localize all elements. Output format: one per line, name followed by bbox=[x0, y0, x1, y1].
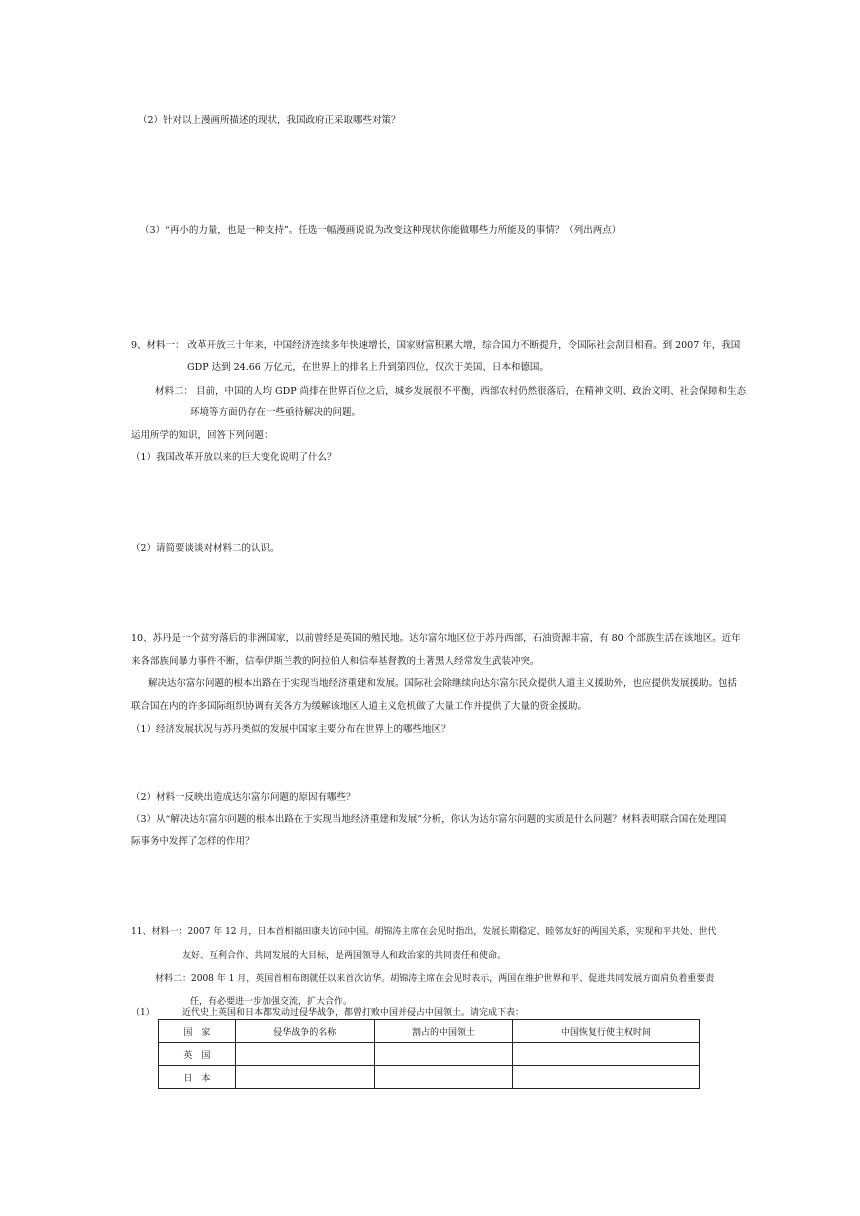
q8-part3: （3）“再小的力量，也是一种支持”。任选一幅漫画说说为改变这种现状你能做哪些力所能及的事情？（列出两点） bbox=[140, 225, 622, 236]
q11-material1-line2: 友好、互利合作、共同发展的大目标，是两国领导人和政治家的共同责任和使命。 bbox=[182, 951, 507, 961]
table-row bbox=[159, 1043, 700, 1066]
header-war-name: 侵华战争的名称 bbox=[235, 1020, 374, 1043]
q11-material2-line2: 任，有必要进一步加强交流，扩大合作。 bbox=[190, 997, 353, 1007]
q9-intro: 运用所学的知识，回答下列问题： bbox=[131, 430, 274, 441]
table-row bbox=[159, 1066, 700, 1089]
q11-material2-line1: 材料二：2008 年 1 月，英国首相布朗就任以来首次访华。胡锦涛主席在会见时表示，两国在维护世界和平、促进共同发展方面肩负着重要责 bbox=[155, 974, 715, 984]
answer-cell[interactable] bbox=[374, 1043, 512, 1066]
answer-cell[interactable] bbox=[235, 1043, 374, 1066]
q10-line4: 联合国在内的许多国际组织协调有关各方为缓解该地区人道主义危机做了大量工作并提供了大量的资金援助。 bbox=[131, 701, 588, 712]
header-ceded-territory: 割占的中国领土 bbox=[374, 1020, 512, 1043]
q9-material1-line1: 9、材料一： 改革开放三十年来，中国经济连续多年快速增长，国家财富积累大增，综合国力不断提升，令国际社会刮目相看。到 2007 年，我国 bbox=[131, 340, 741, 351]
header-sovereignty-resumed: 中国恢复行使主权时间 bbox=[513, 1020, 700, 1043]
q10-line1: 10、苏丹是一个贫穷落后的非洲国家，以前曾经是英国的殖民地。达尔富尔地区位于苏丹西部，石油资源丰富，有 80 个部族生活在该地区。近年 bbox=[131, 633, 741, 644]
q9-material2-line2: 环境等方面仍存在一些亟待解决的问题。 bbox=[190, 407, 362, 418]
row-country-japan: 日 本 bbox=[159, 1066, 236, 1089]
table-header-row bbox=[159, 1020, 700, 1043]
answer-cell[interactable] bbox=[374, 1066, 512, 1089]
q10-part3-line2: 际事务中发挥了怎样的作用？ bbox=[131, 836, 255, 847]
q9-material2-line1: 材料二： 目前，中国的人均 GDP 尚排在世界百位之后，城乡发展很不平衡，西部农村仍然很落后，在精神文明、政治文明、社会保障和生态 bbox=[155, 386, 747, 397]
answer-cell[interactable] bbox=[513, 1066, 700, 1089]
q9-material1-line2: GDP 达到 24.66 万亿元，在世界上的排名上升到第四位，仅次于美国、日本和德国。 bbox=[187, 362, 549, 373]
q11-part1-number: （1） bbox=[131, 1008, 155, 1018]
q8-part2: （2）针对以上漫画所描述的现状，我国政府正采取哪些对策？ bbox=[138, 115, 401, 126]
q10-part3-line1: （3）从“解决达尔富尔问题的根本出路在于实现当地经济重建和发展”分析，你认为达尔富尔问题的实质是什么问题？材料表明联合国在处理国 bbox=[131, 814, 727, 825]
q11-part1-text: 近代史上英国和日本都发动过侵华战争，都曾打败中国并侵占中国领土。请完成下表： bbox=[182, 1008, 525, 1018]
row-country-britain: 英 国 bbox=[159, 1043, 236, 1066]
q10-part2: （2）材料一反映出造成达尔富尔问题的原因有哪些？ bbox=[131, 792, 356, 803]
answer-cell[interactable] bbox=[235, 1066, 374, 1089]
q11-material1-line1: 11、材料一：2007 年 12 月，日本首相福田康夫访问中国。胡锦涛主席在会见时指出，发展长期稳定、睦邻友好的两国关系，实现和平共处、世代 bbox=[131, 927, 717, 937]
q10-line2: 来各部族间暴力事件不断，信奉伊斯兰教的阿拉伯人和信奉基督教的土著黑人经常发生武装冲突。 bbox=[131, 656, 540, 667]
q10-part1: （1）经济发展状况与苏丹类似的发展中国家主要分布在世界上的哪些地区？ bbox=[131, 724, 451, 735]
q9-part2: （2）请简要谈谈对材料二的认识。 bbox=[131, 543, 280, 554]
header-country: 国 家 bbox=[159, 1020, 236, 1043]
q11-fill-table bbox=[158, 1019, 700, 1089]
q10-line3: 解决达尔富尔问题的根本出路在于实现当地经济重建和发展。国际社会除继续向达尔富尔民众提供人道主义援助外，也应提供发展援助。包括 bbox=[148, 678, 738, 689]
q9-part1: （1）我国改革开放以来的巨大变化说明了什么？ bbox=[131, 452, 337, 463]
answer-cell[interactable] bbox=[513, 1043, 700, 1066]
